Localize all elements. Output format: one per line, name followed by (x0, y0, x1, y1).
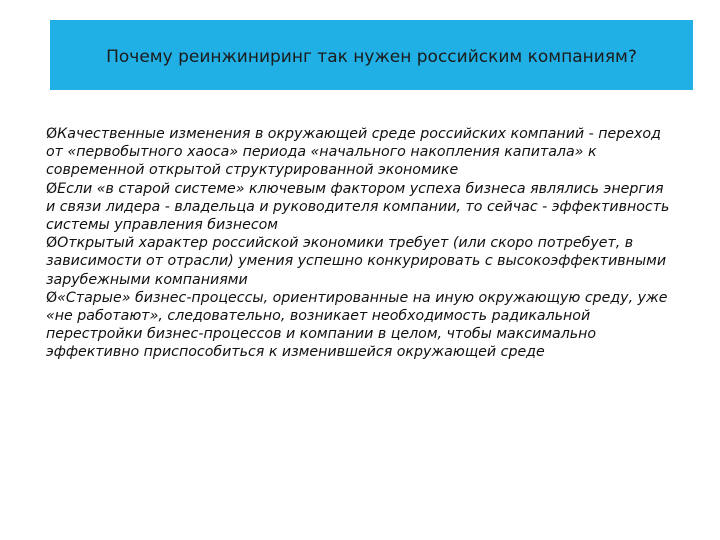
arrow-bullet-icon: Ø (46, 126, 58, 142)
bullet-item-4 (46, 289, 670, 362)
bullet-text-2: Если «в старой системе» ключевым фактором успеха бизнеса являлись энергия и связи лидера - владельца и руководителя компании, то сейчас - эффективность системы управления бизнесом (46, 180, 670, 234)
arrow-bullet-icon: Ø (46, 289, 58, 306)
arrow-bullet-icon: Ø (46, 235, 58, 252)
slide-title: Почему реинжиниринг так нужен российским компаниям? (106, 46, 637, 67)
bullet-text-1: Качественные изменения в окружающей среде российских компаний - переход от «первобытного хаоса» периода «начального накопления капитала» к современной открытой структурированной экономике (46, 126, 661, 179)
bullet-item-3 (46, 234, 670, 289)
bullet-text-3: Открытый характер российской экономики требует (или скоро потребует, в зависимости от отрасли) умения успешно конкурировать с высокоэффективными зарубежными компаниями (46, 235, 667, 288)
arrow-bullet-icon: Ø (46, 180, 58, 197)
bullet-text-4: «Старые» бизнес-процессы, ориентированные на иную окружающую среду, уже «не работают», следовательно, возникает необходимость радикальной перестройки бизнес-процессов и компании в целом, чтобы максимально эффективно приспособиться к изменившейся окружающей среде (46, 289, 668, 361)
bullet-item-1 (46, 125, 670, 180)
bullet-item-2 (46, 180, 670, 235)
bullet-list (46, 125, 670, 362)
title-banner (50, 20, 693, 90)
